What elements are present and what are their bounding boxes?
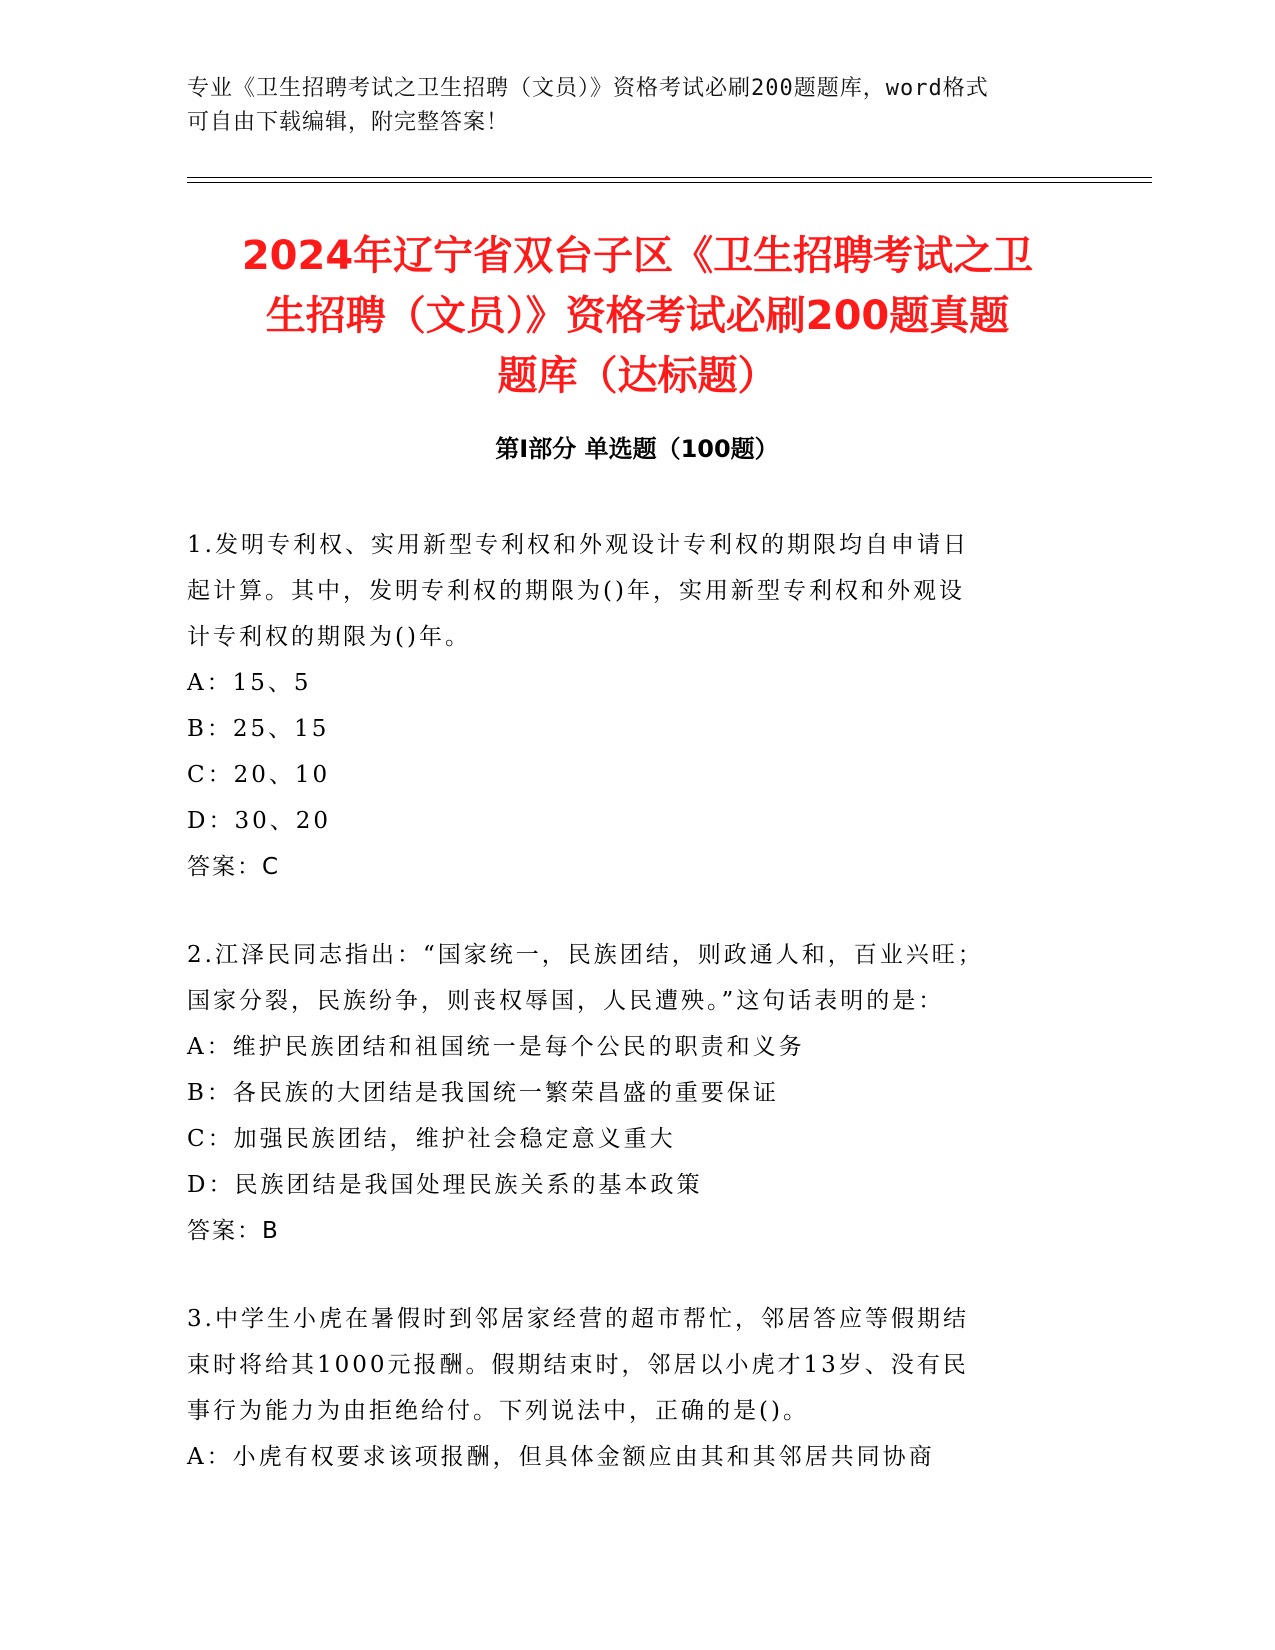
question-item xyxy=(187,932,1067,1254)
answer: 答案：B xyxy=(187,1218,280,1244)
header-divider xyxy=(187,177,1152,178)
option-a: A：维护民族团结和祖国统一是每个公民的职责和义务 xyxy=(187,1034,805,1060)
option-b: B：25、15 xyxy=(187,716,330,742)
question-stem: 2.江泽民同志指出：“国家统一，民族团结，则政通人和，百业兴旺； xyxy=(187,942,984,968)
option-c: C：加强民族团结，维护社会稳定意义重大 xyxy=(187,1126,676,1152)
document-title-line: 生招聘（文员）》资格考试必刷200题真题 xyxy=(265,293,1010,339)
answer: 答案：C xyxy=(187,854,281,880)
document-title-line: 2024年辽宁省双台子区《卫生招聘考试之卫 xyxy=(241,233,1034,279)
option-a: A：小虎有权要求该项报酬，但具体金额应由其和其邻居共同协商 xyxy=(187,1444,935,1470)
question-item xyxy=(187,1296,1067,1480)
option-b: B：各民族的大团结是我国统一繁荣昌盛的重要保证 xyxy=(187,1080,779,1106)
header-note-line: 专业《卫生招聘考试之卫生招聘（文员）》资格考试必刷200题题库，word格式 xyxy=(187,76,989,101)
question-stem: 束时将给其1000元报酬。假期结束时，邻居以小虎才13岁、没有民 xyxy=(187,1352,969,1378)
question-list xyxy=(187,522,1067,1522)
header-divider xyxy=(187,182,1152,183)
option-d: D：30、20 xyxy=(187,808,331,834)
option-d: D：民族团结是我国处理民族关系的基本政策 xyxy=(187,1172,703,1198)
question-item xyxy=(187,522,1067,890)
question-stem: 计专利权的期限为()年。 xyxy=(187,624,471,650)
question-stem: 国家分裂，民族纷争，则丧权辱国，人民遭殃。”这句话表明的是： xyxy=(187,988,945,1014)
option-a: A：15、5 xyxy=(187,670,312,696)
question-stem: 起计算。其中，发明专利权的期限为()年，实用新型专利权和外观设 xyxy=(187,578,965,604)
section-title: 第Ⅰ部分 单选题（100题） xyxy=(495,435,779,463)
header-note xyxy=(187,72,1087,140)
header-note-line: 可自由下载编辑，附完整答案！ xyxy=(187,110,510,135)
option-c: C：20、10 xyxy=(187,762,331,788)
question-stem: 3.中学生小虎在暑假时到邻居家经营的超市帮忙，邻居答应等假期结 xyxy=(187,1306,969,1332)
question-stem: 1.发明专利权、实用新型专利权和外观设计专利权的期限均自申请日 xyxy=(187,532,969,558)
document-title-line: 题库（达标题） xyxy=(497,353,778,399)
question-stem: 事行为能力为由拒绝给付。下列说法中，正确的是()。 xyxy=(187,1398,809,1424)
document-title xyxy=(150,226,1125,406)
